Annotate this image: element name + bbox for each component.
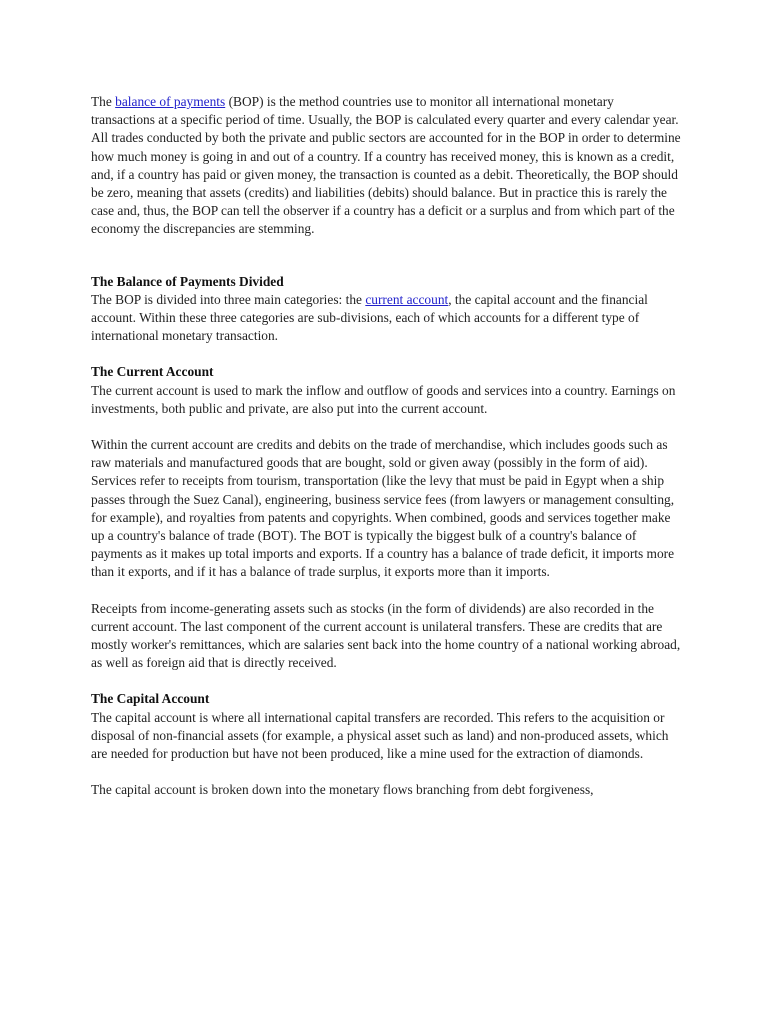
current-account-paragraph-2: Within the current account are credits and debits on the trade of merchandise, which includes goods such as raw materials and manufactured goods that are bought, sold or given away (possibly in the form of aid). Services refer to receipts from tourism, transportation (like the levy that must be paid in Egypt when a ship passes through the Suez Canal), engineering, business service fees (from lawyers or management consulting, for example), and royalties from patents and copyrights. When combined, goods and services together make up a country's balance of trade (BOT). The BOT is typically the biggest bulk of a country's balance of payments as it makes up total imports and exports. If a country has a balance of trade deficit, it imports more than it exports, and if it has a balance of trade surplus, it exports more than it imports. [91,437,675,580]
intro-text-after-link: (BOP) is the method countries use to monitor all international monetary transactions at a specific period of time. Usually, the BOP is calculated every quarter and every calendar year. All trades conducted by both the private and public sectors are accounted for in the BOP in order to determine how much money is going in and out of a country. If a country has received money, this is known as a credit, and, if a country has paid or given money, the transaction is counted as a debit. Theoretically, the BOP should be zero, meaning that assets (credits) and liabilities (debits) should balance. But in practice this is rarely the case and, thus, the BOP can tell the observer if a country has a deficit or a surplus and from which part of the economy the discrepancies are stemming. [91,94,681,237]
intro-paragraph [91,93,681,239]
current-account-paragraph-3: Receipts from income-generating assets such as stocks (in the form of dividends) are also recorded in the current account. The last component of the current account is unilateral transfers. These are credits that are mostly worker's remittances, which are salaries sent back into the home country of a national working abroad, as well as foreign aid that is directly received. [91,600,681,671]
intro-text-before-link: The [91,94,116,109]
section-heading-bop-divided: The Balance of Payments Divided [91,273,284,289]
current-account-paragraph-1: The current account is used to mark the inflow and outflow of goods and services into a country. Earnings on investments, both public and private, are also put into the current account. [91,382,676,416]
article-body [91,93,681,800]
bop-divided-text-before-link: The BOP is divided into three main categories: the [91,291,366,307]
bop-divided-paragraph [91,291,681,346]
current-account-link[interactable]: current account [365,291,449,307]
balance-of-payments-link[interactable]: balance of payments [115,94,226,109]
bop-divided-text-after-link: , the capital account and the financial account. Within these three categories are sub-divisions, each of which accounts for a different type of international monetary transaction. [91,291,648,344]
section-heading-capital-account: The Capital Account [91,691,210,707]
capital-account-paragraph-2: The capital account is broken down into the monetary flows branching from debt forgiveness, [91,782,594,798]
section-heading-current-account: The Current Account [91,364,214,380]
capital-account-paragraph-1: The capital account is where all international capital transfers are recorded. This refers to the acquisition or disposal of non-financial assets (for example, a physical asset such as land) and non-produced assets, which are needed for production but have not been produced, like a mine used for the extraction of diamonds. [91,709,669,762]
